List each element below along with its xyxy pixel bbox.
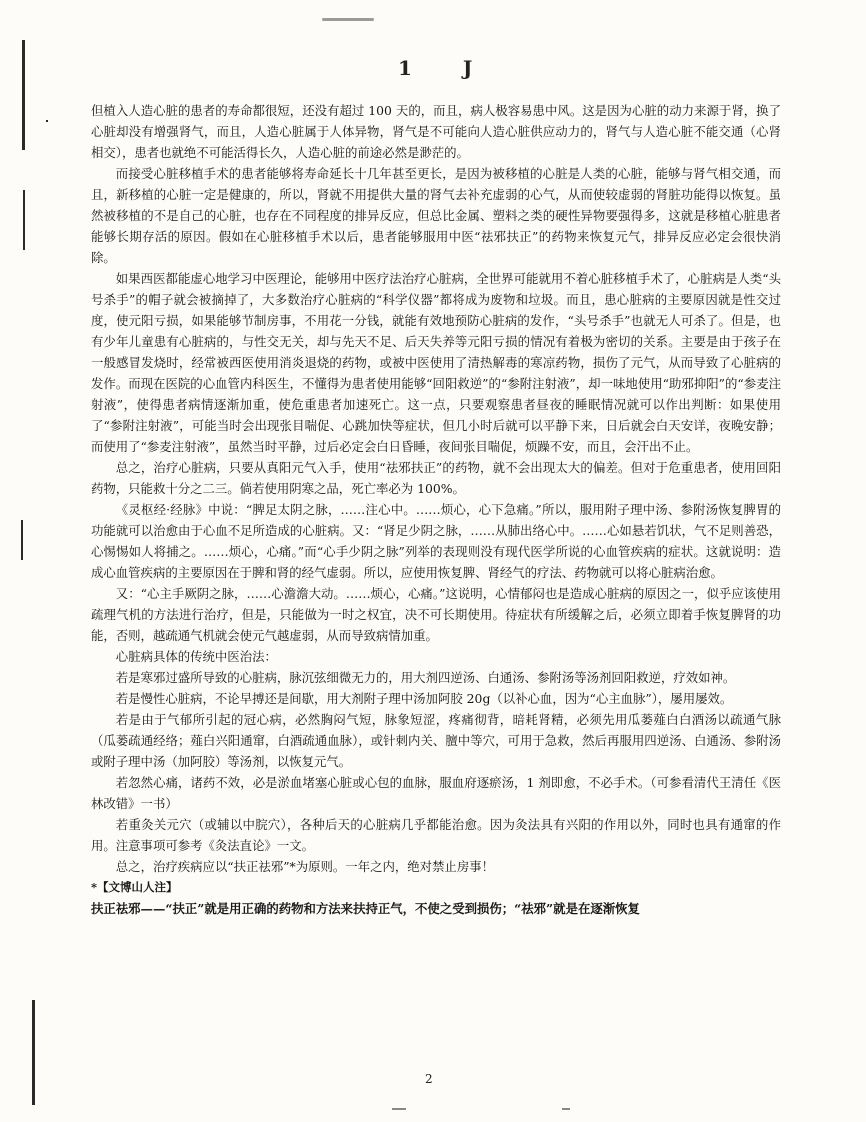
footnote-text: 扶正祛邪——“扶正”就是用正确的药物和方法来扶持正气，不使之受到损伤；“祛邪”就是在逐渐恢复	[91, 901, 640, 916]
paragraph-4: 总之，治疗心脏病，只要从真阳元气入手，使用“祛邪扶正”的药物，就不会出现太大的偏差。但对于危重患者，使用回阳药物，只能救十分之二三。倘若使用阴寒之品，死亡率必为 100%。	[91, 460, 781, 496]
paragraph-13: 总之，治疗疾病应以“扶正祛邪”*为原则。一年之内，绝对禁止房事！	[115, 859, 494, 874]
paragraph-5: 《灵枢经·经脉》中说：“脾足太阴之脉，……注心中。……烦心，心下急痛。”所以，服用附子理中汤、参附汤恢复脾胃的功能就可以治愈由于心血不足所造成的心脏病。又：“肾足少阴之脉，……从肺出络心中。……心如悬若饥状，气不足则善恐，心惕惕如人将捕之。……烦心，心痛。”而“心手少阴之脉”列举的表现则没有现代医学所说的心血管疾病的症状。这就说明：造成心血管疾病的主要原因在于脾和肾的经气虚弱。所以，应使用恢复脾、肾经气的疗法、药物就可以将心脏病治愈。	[91, 502, 781, 580]
binding-edge-mark	[21, 520, 23, 560]
binding-edge-mark	[46, 120, 48, 122]
page-number: 2	[425, 1072, 433, 1086]
paragraph-7: 心脏病具体的传统中医治法：	[115, 649, 277, 664]
paragraph-10: 若是由于气郁所引起的冠心病，必然胸闷气短，脉象短涩，疼痛彻背，暗耗肾精，必须先用瓜蒌薤白白酒汤以疏通气脉（瓜蒌疏通经络；薤白兴阳通窜，白酒疏通血脉），或针刺内关、膻中等穴，可用于急救，然后再服用四逆汤、白通汤、参附汤或附子理中汤（加阿胶）等汤剂，以恢复元气。	[91, 712, 781, 769]
paragraph-1: 但植入人造心脏的患者的寿命都很短，还没有超过 100 天的，而且，病人极容易患中风。这是因为心脏的动力来源于肾，换了心脏却没有增强肾气，而且，人造心脏属于人体异物，肾气是不可能向人造心脏供应动力的，肾气与人造心脏不能交通（心肾相交），患者也就绝不可能活得长久，人造心脏的前途必然是渺茫的。	[91, 103, 781, 160]
paragraph-11: 若忽然心痛，诸药不效，必是淤血堵塞心脏或心包的血脉，服血府逐瘀汤，1 剂即愈，不必手术。（可参看清代王清任《医林改错》一书）	[91, 775, 781, 811]
scan-smudge	[322, 18, 374, 21]
binding-edge-mark	[23, 190, 25, 250]
scan-smudge	[392, 1108, 406, 1110]
paragraph-2: 而接受心脏移植手术的患者能够将寿命延长十几年甚至更长，是因为被移植的心脏是人类的心脏，能够与肾气相交通，而且，新移植的心脏一定是健康的，所以，肾就不用提供大量的肾气去补充虚弱的心气，从而使较虚弱的肾脏功能得以恢复。虽然被移植的不是自己的心脏，也存在不同程度的排异反应，但总比金属、塑料之类的硬性异物要强得多，这就是移植心脏患者能够长期存活的原因。假如在心脏移植手术以后，患者能够服用中医“祛邪扶正”的药物来恢复元气，排异反应必定会很快消除。	[91, 166, 781, 265]
paragraph-12: 若重灸关元穴（或辅以中脘穴），各种后天的心脏病几乎都能治愈。因为灸法具有兴阳的作用以外，同时也具有通窜的作用。注意事项可参考《灸法直论》一文。	[91, 817, 781, 853]
body-text	[91, 100, 781, 919]
paragraph-6: 又：“心主手厥阴之脉，……心澹澹大动。……烦心，心痛。”这说明，心情郁闷也是造成心脏病的原因之一，似乎应该使用疏理气机的方法进行治疗，但是，只能做为一时之权宜，决不可长期使用。待症状有所缓解之后，必须立即着手恢复脾肾的功能，否则，越疏通气机就会使元气越虚弱，从而导致病情加重。	[91, 586, 781, 643]
binding-edge-mark	[22, 40, 25, 150]
header-mark: 1 J	[398, 56, 495, 80]
binding-edge-mark	[32, 1000, 35, 1105]
paragraph-8: 若是寒邪过盛所导致的心脏病，脉沉弦细微无力的，用大剂四逆汤、白通汤、参附汤等汤剂回阳救逆，疗效如神。	[115, 670, 736, 685]
paragraph-3: 如果西医都能虚心地学习中医理论，能够用中医疗法治疗心脏病，全世界可能就用不着心脏移植手术了，心脏病是人类“头号杀手”的帽子就会被摘掉了，大多数治疗心脏病的“科学仪器”都将成为废物和垃圾。而且，患心脏病的主要原因就是性交过度，使元阳亏损，如果能够节制房事，不用花一分钱，就能有效地预防心脏病的发作，“头号杀手”也就无人可杀了。但是，也有少年儿童患有心脏病的，与性交无关，却与先天不足、后天失养等元阳亏损的情况有着极为密切的关系。主要是由于孩子在一般感冒发烧时，经常被西医使用消炎退烧的药物，或被中医使用了清热解毒的寒凉药物，损伤了元气，从而导致了心脏病的发作。而现在医院的心血管内科医生，不懂得为患者使用能够“回阳救逆”的“参附注射液”，却一味地使用“助邪抑阳”的“参麦注射液”，使得患者病情逐渐加重，使危重患者加速死亡。这一点，只要观察患者昼夜的睡眠情况就可以作出判断：如果使用了“参附注射液”，可能当时会出现张目喘促、心跳加快等症状，但几小时后就可以平静下来，日后就会白天安详，夜晚安静；而使用了“参麦注射液”，虽然当时平静，过后必定会白日昏睡，夜间张目喘促，烦躁不安，而且，会汗出不止。	[91, 271, 781, 454]
scan-smudge	[562, 1108, 570, 1110]
footnote-title: *【文博山人注】	[91, 880, 178, 894]
paragraph-9: 若是慢性心脏病，不论早搏还是间歇，用大剂附子理中汤加阿胶 20g（以补心血，因为“心主血脉”），屡用屡效。	[115, 691, 733, 706]
